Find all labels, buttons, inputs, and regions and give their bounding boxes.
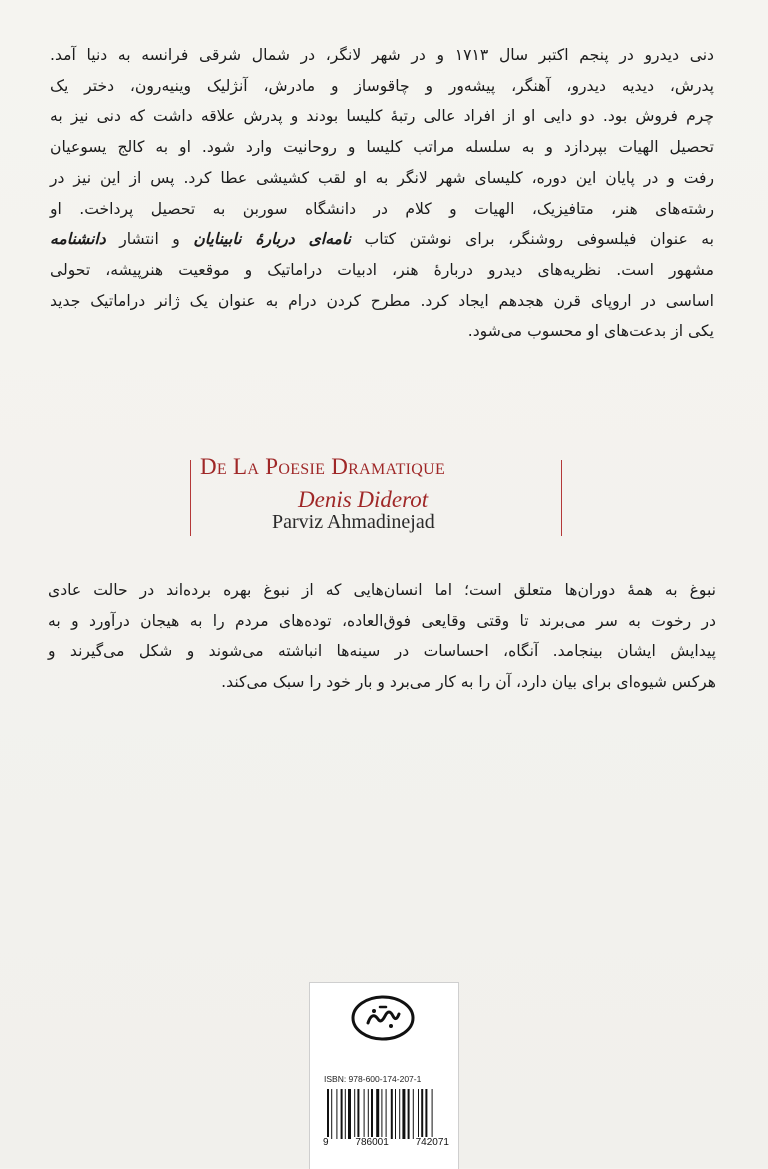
bio-line-mid: و انتشار xyxy=(105,230,194,249)
book-title: De La Poesie Dramatique xyxy=(200,454,446,479)
barcode-bar xyxy=(327,1089,329,1139)
bio-line: اساسی در اروپای قرن هجدهم ایجاد کرد. مطرح کردن درام به عنوان یک ژانر دراماتیک جدید xyxy=(50,291,714,310)
bio-line: چرم فروش بود. دو دایی او از افراد عالی رتبهٔ کلیسا بودند و پدرش علاقه داشت که دنی نیز به xyxy=(50,107,714,126)
barcode-digit-group: 9 xyxy=(323,1136,329,1148)
barcode-bar xyxy=(391,1089,393,1139)
barcode-bar xyxy=(381,1089,382,1139)
barcode-bar xyxy=(345,1089,346,1139)
barcode-bar xyxy=(331,1089,332,1139)
barcode-bar xyxy=(357,1089,359,1139)
barcode-bar xyxy=(395,1089,396,1139)
title-block xyxy=(190,454,562,536)
barcode-bar xyxy=(354,1089,355,1139)
author-name: Denis Diderot xyxy=(298,487,429,512)
quote-line: نبوغ به همهٔ دوران‌ها متعلق است؛ اما انسان‌هایی که از نبوغ بهره برده‌اند در حالت عادی xyxy=(48,581,716,599)
isbn-number: ISBN: 978-600-174-207-1 xyxy=(324,1074,422,1084)
barcode-bar xyxy=(364,1089,365,1139)
barcode-bar xyxy=(368,1089,369,1139)
diderot-quote xyxy=(48,575,716,698)
barcode-bar xyxy=(418,1089,419,1139)
bio-line: رشته‌های هنر، متافیزیک، الهیات و کلام در دانشگاه سوربن به تحصیل پرداخت. او xyxy=(50,199,714,218)
barcode-bar xyxy=(341,1089,343,1139)
quote-line: در رخوت به سر می‌برند تا وقتی وقایعی فوق‌العاده، توده‌های مردم را به هیجان درآورد و به xyxy=(48,611,716,630)
bio-line: مشهور است. نظریه‌های دیدرو دربارهٔ هنر، ادبیات دراماتیک و موقعیت هنرپیشه، تحولی xyxy=(50,260,714,279)
barcode-bar xyxy=(408,1089,410,1139)
barcode-bar xyxy=(376,1089,379,1139)
bio-line: دنی دیدرو در پنجم اکتبر سال ۱۷۱۳ و در شهر لانگر، در شمال شرقی فرانسه به دنیا آمد. xyxy=(50,46,715,64)
book-title-letter-on-blind: نامه‌ای دربارهٔ نابینایان xyxy=(193,230,352,249)
bio-line-with-books xyxy=(50,224,714,255)
bio-line-start: به عنوان فیلسوفی روشنگر، برای نوشتن کتاب xyxy=(351,230,714,249)
author-biography xyxy=(50,40,714,347)
bio-line: یکی از بدعت‌های او محسوب می‌شود. xyxy=(467,322,714,341)
barcode-bar xyxy=(432,1089,433,1139)
title-rule-left xyxy=(190,460,191,536)
barcode-bar xyxy=(421,1089,423,1139)
quote-line: هرکس شیوه‌ای برای بیان دارد، آن را به کار می‌برد و بار خود را سبک می‌کند. xyxy=(221,673,716,692)
barcode-bar xyxy=(413,1089,414,1139)
barcode-digit-group: 742071 xyxy=(415,1136,449,1148)
barcode-bar xyxy=(402,1089,405,1139)
book-title-encyclopedia: دانشنامه xyxy=(50,230,106,249)
barcode-bar xyxy=(336,1089,337,1139)
barcode-bar xyxy=(371,1089,373,1139)
publisher-box xyxy=(309,982,459,1169)
bio-line: پدرش، دیدیه دیدرو، آهنگر، پیشه‌ور و چاقوساز و مادرش، آنژلیک وینیه‌رون، دختر یک xyxy=(50,76,714,95)
publisher-logo-icon xyxy=(350,993,416,1043)
translator-name: Parviz Ahmadinejad xyxy=(272,511,435,533)
title-rule-right xyxy=(561,460,562,536)
barcode-bar xyxy=(425,1089,427,1139)
barcode-digits xyxy=(322,1133,450,1151)
bio-line: رفت و در پایان این دوره، کلیسای شهر لانگر به او لقب کشیشی عطا کرد. پس از این نیز در xyxy=(50,168,714,187)
barcode-digit-group: 786001 xyxy=(355,1136,389,1148)
quote-line: پیدایش ایشان بینجامد. آنگاه، احساسات در سینه‌ها انباشته می‌شوند و شکل می‌گیرند و xyxy=(48,642,716,661)
barcode-bar xyxy=(348,1089,351,1139)
bio-line: تحصیل الهیات بپردازد و به سلسله مراتب کلیسا و روحانیت وارد شود. او به کالج یسوعیان xyxy=(50,138,714,157)
barcode-bar xyxy=(399,1089,400,1139)
barcode-bar xyxy=(386,1089,387,1139)
